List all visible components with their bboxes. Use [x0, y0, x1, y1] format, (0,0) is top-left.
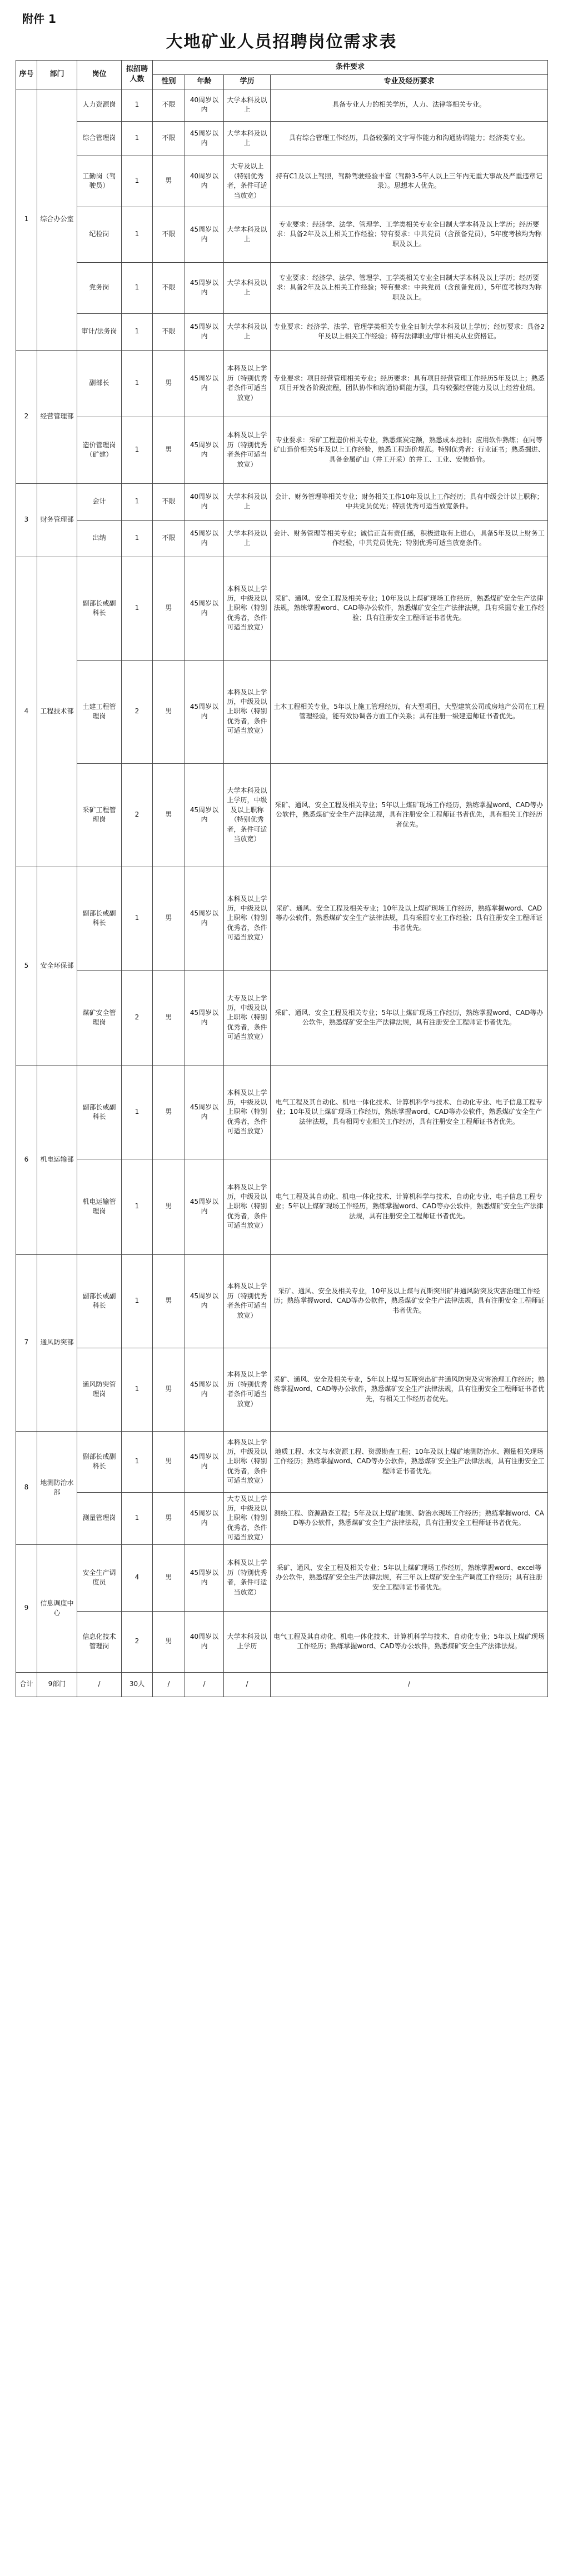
cell-gender: 不限	[153, 262, 185, 313]
table-row	[16, 867, 548, 970]
cell-age: 45周岁以内	[185, 1159, 224, 1254]
table-row	[16, 970, 548, 1066]
table-row	[16, 660, 548, 763]
cell-major: 采矿、通风、安全工程及相关专业；5年以上煤矿现场工作经历，熟练掌握word、excel等办公软件，熟悉煤矿安全生产法律法规，有三年以上煤矿安全生产调度工作经历；具有注册安全工程师证书者优先。	[271, 1544, 548, 1611]
cell-education: 本科及以上学历（特别优秀者条件可适当放宽）	[224, 350, 271, 417]
cell-count: 1	[122, 557, 153, 660]
cell-count: 1	[122, 1348, 153, 1431]
cell-education: 大学本科及以上学历，中级及以上职称（特别优秀者，条件可适当放宽）	[224, 763, 271, 867]
table-row	[16, 1611, 548, 1672]
cell-education: 本科及以上学历，中级及以上职称（特别优秀者，条件可适当放宽）	[224, 557, 271, 660]
cell-major: 测绘工程、资源勘查工程；5年及以上煤矿地测、防治水现场工作经历；熟练掌握word、CAD等办公软件，熟悉煤矿安全生产法律法规，具有注册安全工程师证书者优先。	[271, 1492, 548, 1544]
cell-major: 具备专业人力的相关学历，人力、法律等相关专业。	[271, 89, 548, 121]
cell-education: 本科及以上学历，中级及以上职称（特别优秀者，条件可适当放宽）	[224, 1066, 271, 1159]
cell-age: 45周岁以内	[185, 763, 224, 867]
table-row	[16, 1492, 548, 1544]
cell-count: 1	[122, 207, 153, 262]
cell-gender: 男	[153, 1544, 185, 1611]
cell-age: 45周岁以内	[185, 1348, 224, 1431]
cell-seq: 1	[16, 89, 37, 350]
cell-post: 副部长	[77, 350, 122, 417]
cell-count: 1	[122, 417, 153, 483]
cell-count: 2	[122, 1611, 153, 1672]
table-row	[16, 557, 548, 660]
cell-post: 工勤岗（驾驶员）	[77, 156, 122, 207]
cell-gender: 男	[153, 1492, 185, 1544]
cell-seq: 8	[16, 1431, 37, 1544]
cell-major: 专业要求：项目经营管理相关专业；经历要求：具有项目经营管理工作经历5年及以上；熟悉项目开发各阶段流程，团队协作和沟通协调能力强，具有较强经营能力及以上经营业绩。	[271, 350, 548, 417]
cell-age: 40周岁以内	[185, 89, 224, 121]
cell-age: 45周岁以内	[185, 557, 224, 660]
cell-post: 采矿工程管理岗	[77, 763, 122, 867]
table-body	[16, 89, 548, 1697]
cell-post: 副部长或副科长	[77, 1254, 122, 1348]
cell-post: 副部长或副科长	[77, 1066, 122, 1159]
total-cell-dept: 9部门	[37, 1672, 77, 1697]
cell-age: 45周岁以内	[185, 1254, 224, 1348]
cell-major: 电气工程及其自动化、机电一体化技术、计算机科学与技术、自动化专业；5年以上煤矿现场工作经历；熟练掌握word、CAD等办公软件，熟悉煤矿安全生产法律法规。	[271, 1611, 548, 1672]
cell-major: 土木工程相关专业，5年以上施工管理经历，有大型项目，大型建筑公司或房地产公司在工程管理经验，能有效协调各方面工作关系；具有注册一级建造师证书者优先。	[271, 660, 548, 763]
cell-education: 本科及以上学历（特别优秀者条件可适当放宽）	[224, 1254, 271, 1348]
table-row	[16, 121, 548, 156]
cell-age: 45周岁以内	[185, 417, 224, 483]
cell-major: 采矿、通风、安全工程及相关专业；10年及以上煤矿现场工作经历，熟练掌握word、CAD等办公软件，熟悉煤矿安全生产法律法规，具有采掘专业工作经验；具有注册安全工程师证书者优先。	[271, 867, 548, 970]
cell-gender: 男	[153, 970, 185, 1066]
header-age: 年龄	[185, 74, 224, 89]
cell-post: 审计/法务岗	[77, 313, 122, 350]
cell-gender: 不限	[153, 483, 185, 520]
cell-post: 通风防突管理岗	[77, 1348, 122, 1431]
cell-age: 45周岁以内	[185, 1066, 224, 1159]
cell-age: 45周岁以内	[185, 660, 224, 763]
cell-dept: 地测防治水部	[37, 1431, 77, 1544]
cell-education: 本科及以上学历，中级及以上职称（特别优秀者，条件可适当放宽）	[224, 1431, 271, 1492]
cell-gender: 男	[153, 1066, 185, 1159]
cell-post: 出纳	[77, 520, 122, 557]
cell-seq: 5	[16, 867, 37, 1066]
cell-gender: 男	[153, 1431, 185, 1492]
cell-count: 2	[122, 763, 153, 867]
cell-seq: 6	[16, 1066, 37, 1254]
cell-count: 1	[122, 1492, 153, 1544]
cell-count: 1	[122, 520, 153, 557]
cell-major: 采矿、通风、安全及相关专业，5年以上煤与瓦斯突出矿井通风防突及灾害治理工作经历；熟练掌握word、CAD等办公软件，熟悉煤矿安全生产法律法规，具有注册安全工程师证书者优先，有相关工作经历者优先。	[271, 1348, 548, 1431]
header-gender: 性别	[153, 74, 185, 89]
cell-dept: 机电运输部	[37, 1066, 77, 1254]
cell-dept: 工程技术部	[37, 557, 77, 867]
cell-post: 造价管理岗（矿建）	[77, 417, 122, 483]
cell-gender: 男	[153, 417, 185, 483]
table-row	[16, 313, 548, 350]
cell-major: 会计、财务管理等相关专业；诚信正直有责任感，积极进取有上进心，具备5年及以上财务工作经验，中共党员优先；特别优秀可适当放宽条件。	[271, 520, 548, 557]
total-cell-seq: 合计	[16, 1672, 37, 1697]
header-major: 专业及经历要求	[271, 74, 548, 89]
cell-gender: 男	[153, 763, 185, 867]
cell-age: 40周岁以内	[185, 483, 224, 520]
cell-gender: 男	[153, 156, 185, 207]
cell-major: 专业要求：经济学、法学、管理学类相关专业全日制大学本科及以上学历；经历要求：具备2年及以上相关工作经验；特有法律职业/审计相关从业资格证。	[271, 313, 548, 350]
cell-education: 本科及以上学历，中级及以上职称（特别优秀者，条件可适当放宽）	[224, 1159, 271, 1254]
total-cell-age: /	[185, 1672, 224, 1697]
cell-age: 45周岁以内	[185, 262, 224, 313]
cell-education: 本科及以上学历（特别优秀者条件可适当放宽）	[224, 1348, 271, 1431]
cell-education: 大学本科及以上	[224, 121, 271, 156]
cell-major: 采矿、通风、安全工程及相关专业；10年及以上煤矿现场工作经历，熟悉煤矿安全生产法律法规，熟练掌握word、CAD等办公软件，熟悉煤矿安全生产法律法规，具有采掘专业工作经验；具有注册安全工程师证书者优先。	[271, 557, 548, 660]
cell-gender: 男	[153, 867, 185, 970]
cell-education: 大学本科及以上	[224, 483, 271, 520]
cell-education: 本科及以上学历，中级及以上职称（特别优秀者，条件可适当放宽）	[224, 867, 271, 970]
cell-age: 40周岁以内	[185, 1611, 224, 1672]
cell-education: 大学本科及以上	[224, 520, 271, 557]
cell-post: 副部长或副科长	[77, 1431, 122, 1492]
cell-education: 大学本科及以上	[224, 313, 271, 350]
table-row	[16, 483, 548, 520]
cell-gender: 不限	[153, 121, 185, 156]
table-row	[16, 207, 548, 262]
total-cell-count: 30人	[122, 1672, 153, 1697]
table-row	[16, 350, 548, 417]
cell-age: 45周岁以内	[185, 867, 224, 970]
page-title: 大地矿业人员招聘岗位需求表	[166, 32, 397, 52]
table-row	[16, 156, 548, 207]
cell-count: 1	[122, 483, 153, 520]
cell-major: 专业要求：经济学、法学、管理学、工学类相关专业全日制大学本科及以上学历；经历要求：具备2年及以上相关工作经验；特有要求：中共党员（含预备党员），5年度考核均为称职及以上。	[271, 262, 548, 313]
cell-major: 会计、财务管理等相关专业；财务相关工作10年及以上工作经历；具有中级会计以上职称；中共党员优先；特别优秀可适当放宽条件。	[271, 483, 548, 520]
table-row	[16, 520, 548, 557]
table-row	[16, 417, 548, 483]
header-seq: 序号	[16, 61, 37, 89]
cell-post: 人力资源岗	[77, 89, 122, 121]
cell-dept: 通风防突部	[37, 1254, 77, 1431]
cell-gender: 男	[153, 1348, 185, 1431]
cell-post: 综合管理岗	[77, 121, 122, 156]
cell-count: 1	[122, 156, 153, 207]
cell-age: 45周岁以内	[185, 313, 224, 350]
cell-post: 安全生产调度员	[77, 1544, 122, 1611]
cell-post: 机电运输管理岗	[77, 1159, 122, 1254]
cell-major: 专业要求：经济学、法学、管理学、工学类相关专业全日制大学本科及以上学历；经历要求：具备2年及以上相关工作经验；特有要求：中共党员（含预备党员），5年度考核均为称职及以上。	[271, 207, 548, 262]
cell-education: 本科及以上学历（特别优秀者条件可适当放宽）	[224, 417, 271, 483]
cell-dept: 安全环保部	[37, 867, 77, 1066]
header-post: 岗位	[77, 61, 122, 89]
table-row	[16, 1431, 548, 1492]
cell-seq: 7	[16, 1254, 37, 1431]
total-cell-gender: /	[153, 1672, 185, 1697]
table-row	[16, 89, 548, 121]
cell-count: 1	[122, 313, 153, 350]
header-dept: 部门	[37, 61, 77, 89]
cell-major: 电气工程及其自动化、机电一体化技术、计算机科学与技术、自动化专业、电子信息工程专业；10年及以上煤矿现场工作经历，熟练掌握word、CAD等办公软件，熟悉煤矿安全生产法律法规，具有相同专业相关工作经历，具有注册安全工程师证书者优先。	[271, 1066, 548, 1159]
total-cell-req: /	[271, 1672, 548, 1697]
cell-gender: 男	[153, 1254, 185, 1348]
cell-count: 2	[122, 970, 153, 1066]
cell-age: 45周岁以内	[185, 520, 224, 557]
cell-education: 大学本科及以上	[224, 262, 271, 313]
cell-gender: 不限	[153, 207, 185, 262]
recruitment-table	[16, 60, 548, 1697]
cell-major: 采矿、通风、安全工程及相关专业；5年以上煤矿现场工作经历，熟练掌握word、CAD等办公软件，熟悉煤矿安全生产法律法规，具有注册安全工程师证书者优先。	[271, 970, 548, 1066]
table-row	[16, 1544, 548, 1611]
cell-dept: 财务管理部	[37, 483, 77, 557]
cell-major: 持有C1及以上驾照，驾龄驾驶经验丰富（驾龄3-5年人以上三年内无重大事故及严重违章记录）。思想本人优先。	[271, 156, 548, 207]
cell-major: 地质工程、水文与水资源工程、资源勘查工程；10年及以上煤矿地测防治水、测量相关现场工作经历；熟练掌握word、CAD等办公软件，熟悉煤矿安全生产法律法规，具有注册安全工程师证书者优先。	[271, 1431, 548, 1492]
table-header-row	[16, 61, 548, 75]
header-conditions: 条件要求	[153, 61, 548, 75]
cell-gender: 不限	[153, 520, 185, 557]
cell-seq: 3	[16, 483, 37, 557]
cell-major: 采矿、通风、安全工程及相关专业；5年以上煤矿现场工作经历，熟练掌握word、CAD等办公软件，熟悉煤矿安全生产法律法规，具有注册安全工程师证书者优先，具有相关工作经历者优先。	[271, 763, 548, 867]
table-row	[16, 1066, 548, 1159]
cell-dept: 综合办公室	[37, 89, 77, 350]
cell-major: 具有综合管理工作经历，具备较强的文字写作能力和沟通协调能力；经济类专业。	[271, 121, 548, 156]
cell-post: 副部长或副科长	[77, 557, 122, 660]
cell-post: 副部长或副科长	[77, 867, 122, 970]
cell-age: 45周岁以内	[185, 1544, 224, 1611]
cell-count: 1	[122, 89, 153, 121]
cell-education: 大专及以上学历，中级及以上职称（特别优秀者，条件可适当放宽）	[224, 1492, 271, 1544]
cell-education: 大专及以上（特别优秀者，条件可适当放宽）	[224, 156, 271, 207]
cell-count: 1	[122, 121, 153, 156]
cell-education: 本科及以上学历（特别优秀者，条件可适当放宽）	[224, 1544, 271, 1611]
cell-major: 电气工程及其自动化、机电一体化技术、计算机科学与技术、自动化专业、电子信息工程专业；5年以上煤矿现场工作经历，熟练掌握word、CAD等办公软件，熟悉煤矿安全生产法律法规，具有注册安全工程师证书者优先。	[271, 1159, 548, 1254]
cell-gender: 男	[153, 557, 185, 660]
cell-seq: 9	[16, 1544, 37, 1672]
table-row	[16, 763, 548, 867]
total-cell-post: /	[77, 1672, 122, 1697]
cell-dept: 信息调度中心	[37, 1544, 77, 1672]
cell-education: 本科及以上学历，中级及以上职称（特别优秀者，条件可适当放宽）	[224, 660, 271, 763]
cell-age: 45周岁以内	[185, 1492, 224, 1544]
header-education: 学历	[224, 74, 271, 89]
cell-major: 采矿、通风、安全及相关专业，10年及以上煤与瓦斯突出矿井通风防突及灾害治理工作经历；熟练掌握word、CAD等办公软件，熟悉煤矿安全生产法律法规，具有注册安全工程师证书者优先。	[271, 1254, 548, 1348]
cell-count: 4	[122, 1544, 153, 1611]
cell-count: 1	[122, 1066, 153, 1159]
total-cell-edu: /	[224, 1672, 271, 1697]
table-row	[16, 1348, 548, 1431]
cell-age: 45周岁以内	[185, 350, 224, 417]
cell-major: 专业要求：采矿工程造价相关专业，熟悉煤炭定额，熟悉成本控制；应用软件熟练；在同等矿山造价相关5年及以上工作经验，熟悉工程造价规范。特别优秀者：行业证书；熟悉掘进、具备金属矿山（井工开采）的井工、工业、安装造价。	[271, 417, 548, 483]
cell-education: 大学本科及以上	[224, 89, 271, 121]
attachment-label: 附件 1	[22, 12, 56, 26]
table-row	[16, 1254, 548, 1348]
cell-post: 纪检岗	[77, 207, 122, 262]
cell-count: 1	[122, 350, 153, 417]
cell-seq: 2	[16, 350, 37, 483]
cell-education: 大专及以上学历，中级及以上职称（特别优秀者，条件可适当放宽）	[224, 970, 271, 1066]
cell-post: 测量管理岗	[77, 1492, 122, 1544]
cell-count: 1	[122, 867, 153, 970]
cell-count: 1	[122, 262, 153, 313]
cell-gender: 男	[153, 660, 185, 763]
cell-post: 会计	[77, 483, 122, 520]
cell-education: 大学本科及以上	[224, 207, 271, 262]
cell-age: 45周岁以内	[185, 207, 224, 262]
cell-seq: 4	[16, 557, 37, 867]
cell-age: 40周岁以内	[185, 156, 224, 207]
cell-post: 信息化技术管理岗	[77, 1611, 122, 1672]
cell-gender: 男	[153, 1159, 185, 1254]
cell-age: 45周岁以内	[185, 970, 224, 1066]
cell-age: 45周岁以内	[185, 121, 224, 156]
header-count: 拟招聘人数	[122, 61, 153, 89]
table-row	[16, 1159, 548, 1254]
cell-count: 2	[122, 660, 153, 763]
cell-dept: 经营管理部	[37, 350, 77, 483]
cell-gender: 男	[153, 1611, 185, 1672]
cell-education: 大学本科及以上学历	[224, 1611, 271, 1672]
cell-gender: 不限	[153, 313, 185, 350]
table-row	[16, 262, 548, 313]
cell-post: 党务岗	[77, 262, 122, 313]
table-total-row	[16, 1672, 548, 1697]
cell-count: 1	[122, 1431, 153, 1492]
cell-age: 45周岁以内	[185, 1431, 224, 1492]
cell-count: 1	[122, 1254, 153, 1348]
cell-post: 土建工程管理岗	[77, 660, 122, 763]
cell-count: 1	[122, 1159, 153, 1254]
cell-gender: 不限	[153, 89, 185, 121]
cell-gender: 男	[153, 350, 185, 417]
cell-post: 煤矿安全管理岗	[77, 970, 122, 1066]
